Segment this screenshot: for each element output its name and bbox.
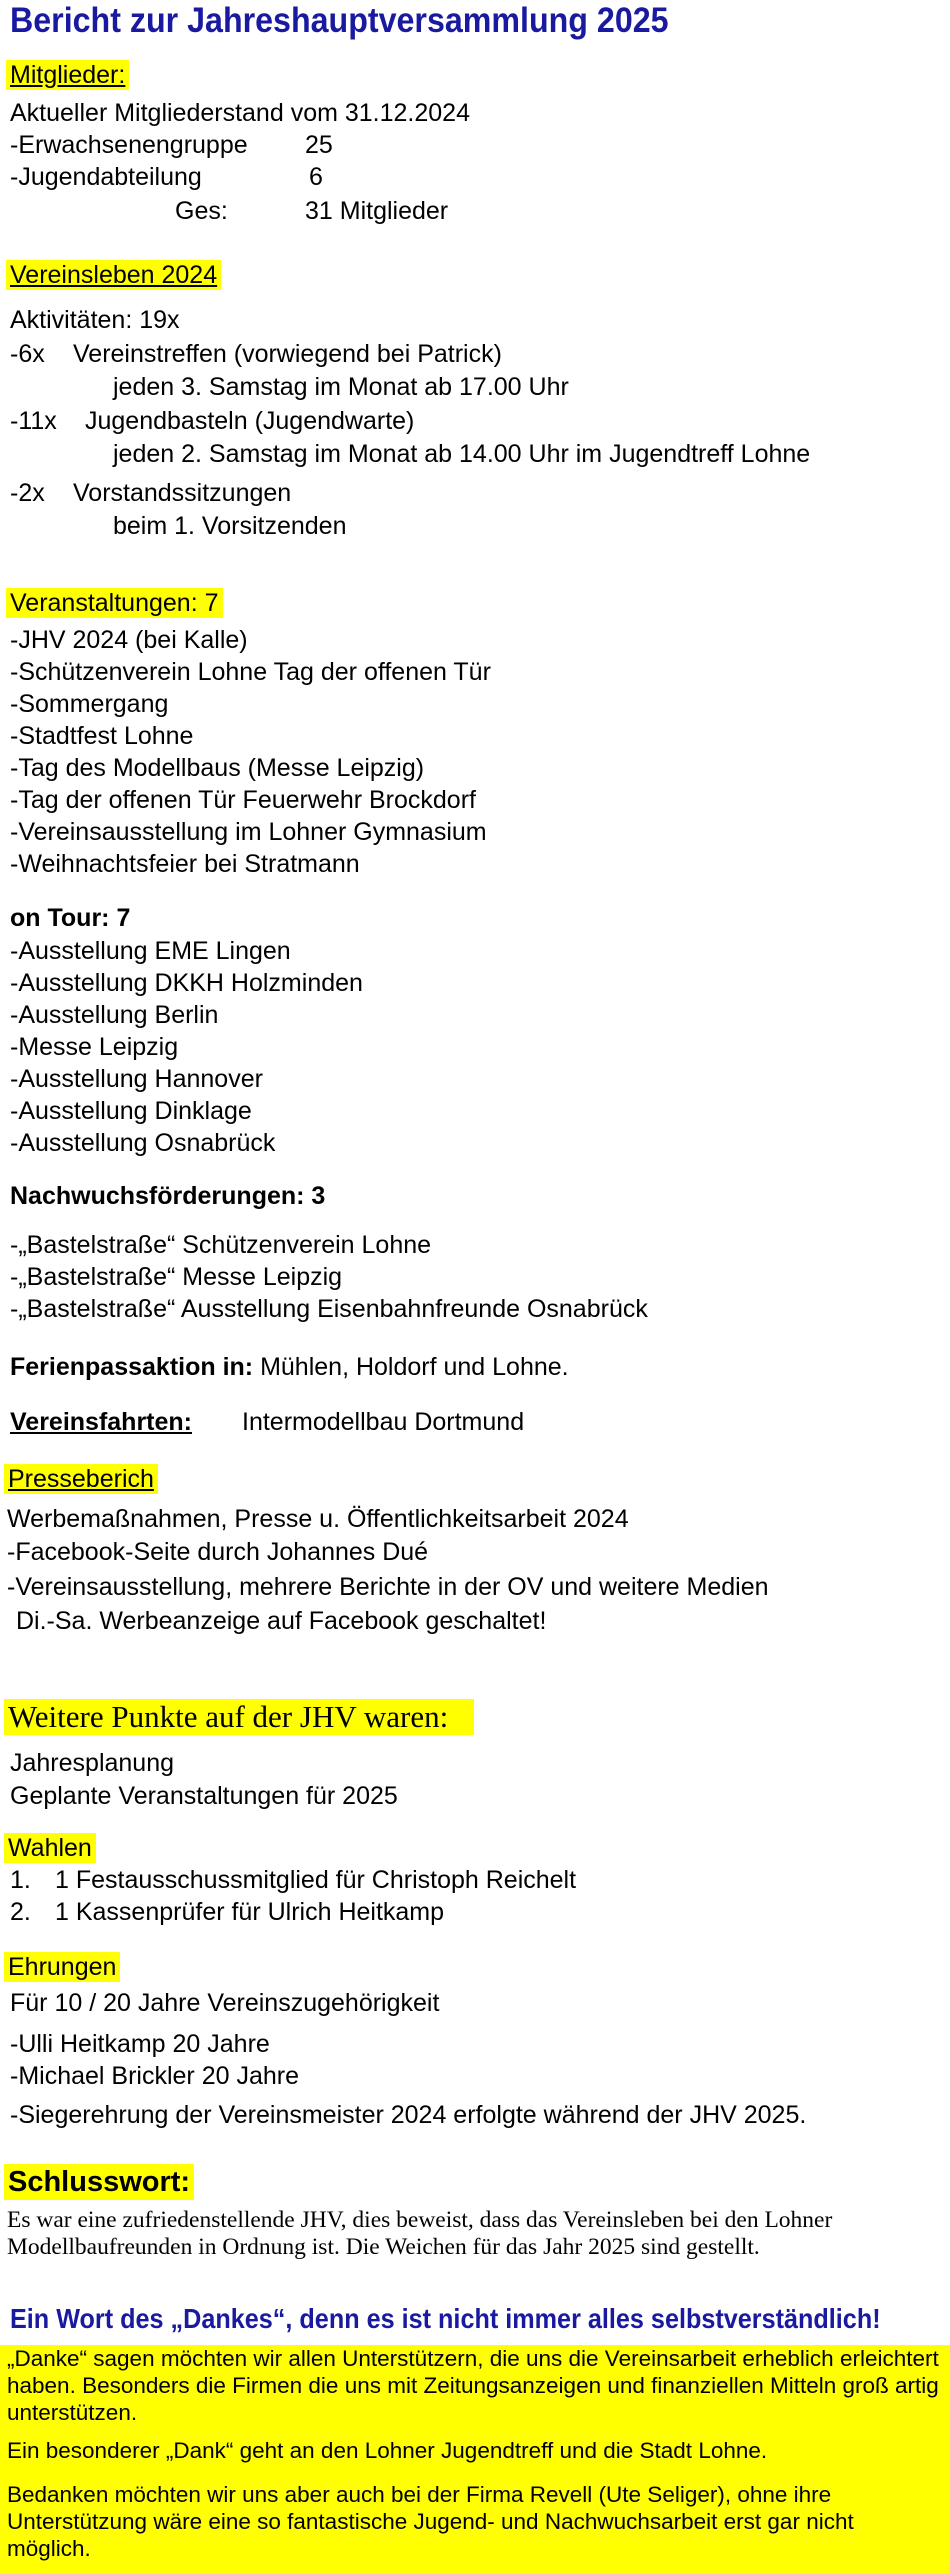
holiday-pass-line bbox=[10, 1352, 569, 1382]
section-heading-presse: Presseberich bbox=[4, 1464, 158, 1494]
member-total-label: Ges: bbox=[175, 197, 228, 225]
event-item: -Sommergang bbox=[10, 690, 169, 718]
member-youth-label: -Jugendabteilung bbox=[10, 163, 202, 191]
election-item: 1 Festausschussmitglied für Christoph Reichelt bbox=[55, 1866, 577, 1894]
honors-line: -Ulli Heitkamp 20 Jahre bbox=[10, 2030, 270, 2058]
tour-item: -Ausstellung Berlin bbox=[10, 1001, 219, 1029]
holiday-pass-value: Mühlen, Holdorf und Lohne. bbox=[253, 1353, 569, 1381]
election-num: 1. bbox=[10, 1866, 31, 1894]
tour-item: -Ausstellung EME Lingen bbox=[10, 937, 291, 965]
activity-2-label: Jugendbasteln (Jugendwarte) bbox=[85, 407, 415, 435]
thanks-paragraph: „Danke“ sagen möchten wir allen Unterstützern, die uns die Vereinsarbeit erheblich erleichtert haben. Besonders die Firmen die uns mit Zeitungsanzeigen und finanziellen Mitteln groß artig unterstützen. bbox=[7, 2346, 939, 2425]
page-title: Bericht zur Jahreshauptversammlung 2025 bbox=[10, 1, 669, 40]
section-heading-vereinsleben: Vereinsleben 2024 bbox=[6, 260, 221, 290]
section-heading-mitglieder: Mitglieder: bbox=[6, 60, 129, 90]
activity-1-count: -6x bbox=[10, 340, 45, 368]
closing-text: Es war eine zufriedenstellende JHV, dies beweist, dass das Vereinsleben bei den Lohner Modellbaufreunden in Ordnung ist. Die Weichen für das Jahr 2025 sind gestellt. bbox=[7, 2207, 833, 2260]
tour-item: -Ausstellung Dinklage bbox=[10, 1097, 252, 1125]
member-stand: Aktueller Mitgliederstand vom 31.12.2024 bbox=[10, 99, 470, 127]
further-line: Geplante Veranstaltungen für 2025 bbox=[10, 1782, 398, 1810]
event-item: -Tag des Modellbaus (Messe Leipzig) bbox=[10, 754, 425, 782]
honors-line: -Michael Brickler 20 Jahre bbox=[10, 2062, 299, 2090]
further-line: Jahresplanung bbox=[10, 1749, 175, 1777]
activity-3-detail: beim 1. Vorsitzenden bbox=[113, 512, 347, 540]
press-line: Di.-Sa. Werbeanzeige auf Facebook geschaltet! bbox=[16, 1607, 547, 1635]
thanks-paragraph: Ein besonderer „Dank“ geht an den Lohner Jugendtreff und die Stadt Lohne. bbox=[7, 2438, 768, 2463]
youth-item: -„Bastelstraße“ Schützenverein Lohne bbox=[10, 1231, 432, 1259]
activity-2-count: -11x bbox=[10, 407, 57, 435]
tour-item: -Ausstellung DKKH Holzminden bbox=[10, 969, 363, 997]
youth-item: -„Bastelstraße“ Messe Leipzig bbox=[10, 1263, 343, 1291]
tour-item: -Messe Leipzig bbox=[10, 1033, 179, 1061]
event-item: -Tag der offenen Tür Feuerwehr Brockdorf bbox=[10, 786, 476, 814]
tour-item: -Ausstellung Hannover bbox=[10, 1065, 263, 1093]
event-item: -Schützenverein Lohne Tag der offenen Tür bbox=[10, 658, 491, 686]
member-total-value: 31 Mitglieder bbox=[305, 197, 449, 225]
press-line: -Vereinsausstellung, mehrere Berichte in der OV und weitere Medien bbox=[7, 1573, 769, 1601]
member-youth-value: 6 bbox=[309, 163, 323, 191]
activity-3-label: Vorstandssitzungen bbox=[73, 479, 292, 507]
election-item: 1 Kassenprüfer für Ulrich Heitkamp bbox=[55, 1898, 445, 1926]
tour-item: -Ausstellung Osnabrück bbox=[10, 1129, 276, 1157]
event-item: -JHV 2024 (bei Kalle) bbox=[10, 626, 248, 654]
youth-item: -„Bastelstraße“ Ausstellung Eisenbahnfreunde Osnabrück bbox=[10, 1295, 648, 1323]
thanks-paragraph: Bedanken möchten wir uns aber auch bei der Firma Revell (Ute Seliger), ohne ihre Unterstützung wäre eine so fantastische Jugend- und Nachwuchsarbeit erst gar nicht möglich. bbox=[7, 2482, 854, 2561]
thanks-heading: Ein Wort des „Dankes“, denn es ist nicht immer alles selbstverständlich! bbox=[10, 2303, 881, 2334]
club-trips-label: Vereinsfahrten: bbox=[10, 1408, 193, 1436]
event-item: -Stadtfest Lohne bbox=[10, 722, 194, 750]
activity-1-label: Vereinstreffen (vorwiegend bei Patrick) bbox=[73, 340, 502, 368]
member-adults-value: 25 bbox=[305, 131, 333, 159]
event-item: -Vereinsausstellung im Lohner Gymnasium bbox=[10, 818, 487, 846]
activity-3-count: -2x bbox=[10, 479, 45, 507]
press-line: -Facebook-Seite durch Johannes Dué bbox=[7, 1538, 429, 1566]
club-trips-value: Intermodellbau Dortmund bbox=[242, 1408, 525, 1436]
election-num: 2. bbox=[10, 1898, 31, 1926]
activities-count: Aktivitäten: 19x bbox=[10, 306, 180, 334]
event-item: -Weihnachtsfeier bei Stratmann bbox=[10, 850, 360, 878]
section-heading-schlusswort: Schlusswort: bbox=[4, 2164, 194, 2200]
thanks-box bbox=[0, 2345, 950, 2574]
section-heading-ehrungen: Ehrungen bbox=[4, 1952, 120, 1982]
section-heading-nachwuchs: Nachwuchsförderungen: 3 bbox=[10, 1182, 326, 1210]
holiday-pass-label: Ferienpassaktion in: bbox=[10, 1353, 254, 1381]
press-line: Werbemaßnahmen, Presse u. Öffentlichkeitsarbeit 2024 bbox=[7, 1505, 629, 1533]
section-heading-veranstaltungen: Veranstaltungen: 7 bbox=[6, 588, 223, 618]
member-adults-label: -Erwachsenengruppe bbox=[10, 131, 248, 159]
honors-line: Für 10 / 20 Jahre Vereinszugehörigkeit bbox=[10, 1989, 440, 2017]
section-heading-on-tour: on Tour: 7 bbox=[10, 904, 131, 932]
activity-2-detail: jeden 2. Samstag im Monat ab 14.00 Uhr im Jugendtreff Lohne bbox=[113, 440, 811, 468]
activity-1-detail: jeden 3. Samstag im Monat ab 17.00 Uhr bbox=[113, 373, 569, 401]
section-heading-weitere: Weitere Punkte auf der JHV waren: bbox=[4, 1699, 474, 1735]
section-heading-wahlen: Wahlen bbox=[4, 1833, 96, 1863]
honors-line: -Siegerehrung der Vereinsmeister 2024 erfolgte während der JHV 2025. bbox=[10, 2101, 807, 2129]
